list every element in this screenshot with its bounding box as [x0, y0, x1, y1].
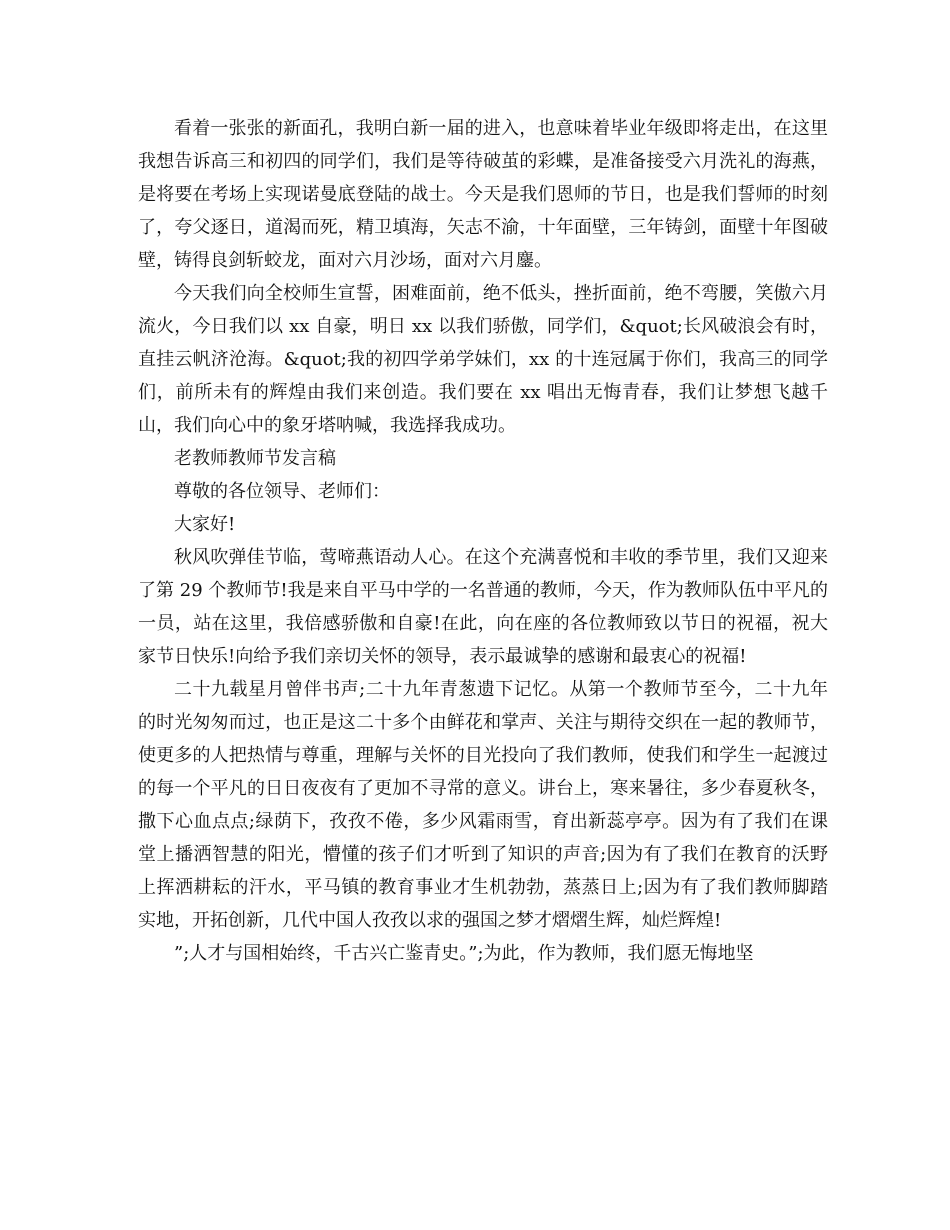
salutation: 尊敬的各位领导、老师们： — [174, 481, 390, 502]
greeting: 大家好! — [174, 514, 236, 535]
paragraph-autumn: 秋风吹弹佳节临，莺啼燕语动人心。在这个充满喜悦和丰收的季节里，我们又迎来了第 29 个教师节!我是来自平马中学的一名普通的教师，今天，作为教师队伍中平凡的一员，站在这里，我倍感骄傲和自豪!在此，向在座的各位教师致以节日的祝福，祝大家节日快乐!向给予我们亲切关怀的领导，表示最诚挚的感谢和最衷心的祝福! — [138, 547, 828, 667]
paragraph-twenty-nine-years: 二十九载星月曾伴书声;二十九年青葱遗下记忆。从第一个教师节至今，二十九年的时光匆匆而过，也正是这二十多个由鲜花和掌声、关注与期待交织在一起的教师节，使更多的人把热情与尊重，理解与关怀的目光投向了我们教师，使我们和学生一起渡过的每一个平凡的日日夜夜有了更加不寻常的意义。讲台上，寒来暑往，多少春夏秋冬，撒下心血点点;绿荫下，孜孜不倦，多少风霜雨雪，育出新蕊亭亭。因为有了我们在课堂上播洒智慧的阳光，懵懂的孩子们才听到了知识的声音;因为有了我们在教育的沃野上挥洒耕耘的汗水，平马镇的教育事业才生机勃勃，蒸蒸日上;因为有了我们教师脚踏实地，开拓创新，几代中国人孜孜以求的强国之梦才熠熠生辉，灿烂辉煌! — [138, 679, 828, 931]
paragraph-oath: 今天我们向全校师生宣誓，困难面前，绝不低头，挫折面前，绝不弯腰，笑傲六月流火，今日我们以 xx 自豪，明日 xx 以我们骄傲，同学们，&quot;长风破浪会有时，直挂云帆济沧海。&quot;我的初四学弟学妹们，xx 的十连冠属于你们，我高三的同学们，前所未有的辉煌由我们来创造。我们要在 xx 唱出无悔青春，我们让梦想飞越千山，我们向心中的象牙塔呐喊，我选择我成功。 — [138, 283, 828, 436]
paragraph-graduation-speech: 看着一张张的新面孔，我明白新一届的进入，也意味着毕业年级即将走出，在这里我想告诉高三和初四的同学们，我们是等待破茧的彩蝶，是准备接受六月洗礼的海燕，是将要在考场上实现诺曼底登陆的战士。今天是我们恩师的节日，也是我们誓师的时刻了，夸父逐日，道渴而死，精卫填海，矢志不渝，十年面壁，三年铸剑，面壁十年图破壁，铸得良剑斩蛟龙，面对六月沙场，面对六月鏖。 — [138, 118, 828, 271]
section-title: 老教师教师节发言稿 — [174, 448, 336, 469]
document-page — [138, 112, 828, 970]
paragraph-closing-fragment: ”;人才与国相始终，千古兴亡鉴青史。”;为此，作为教师，我们愿无悔地坚 — [174, 943, 754, 964]
